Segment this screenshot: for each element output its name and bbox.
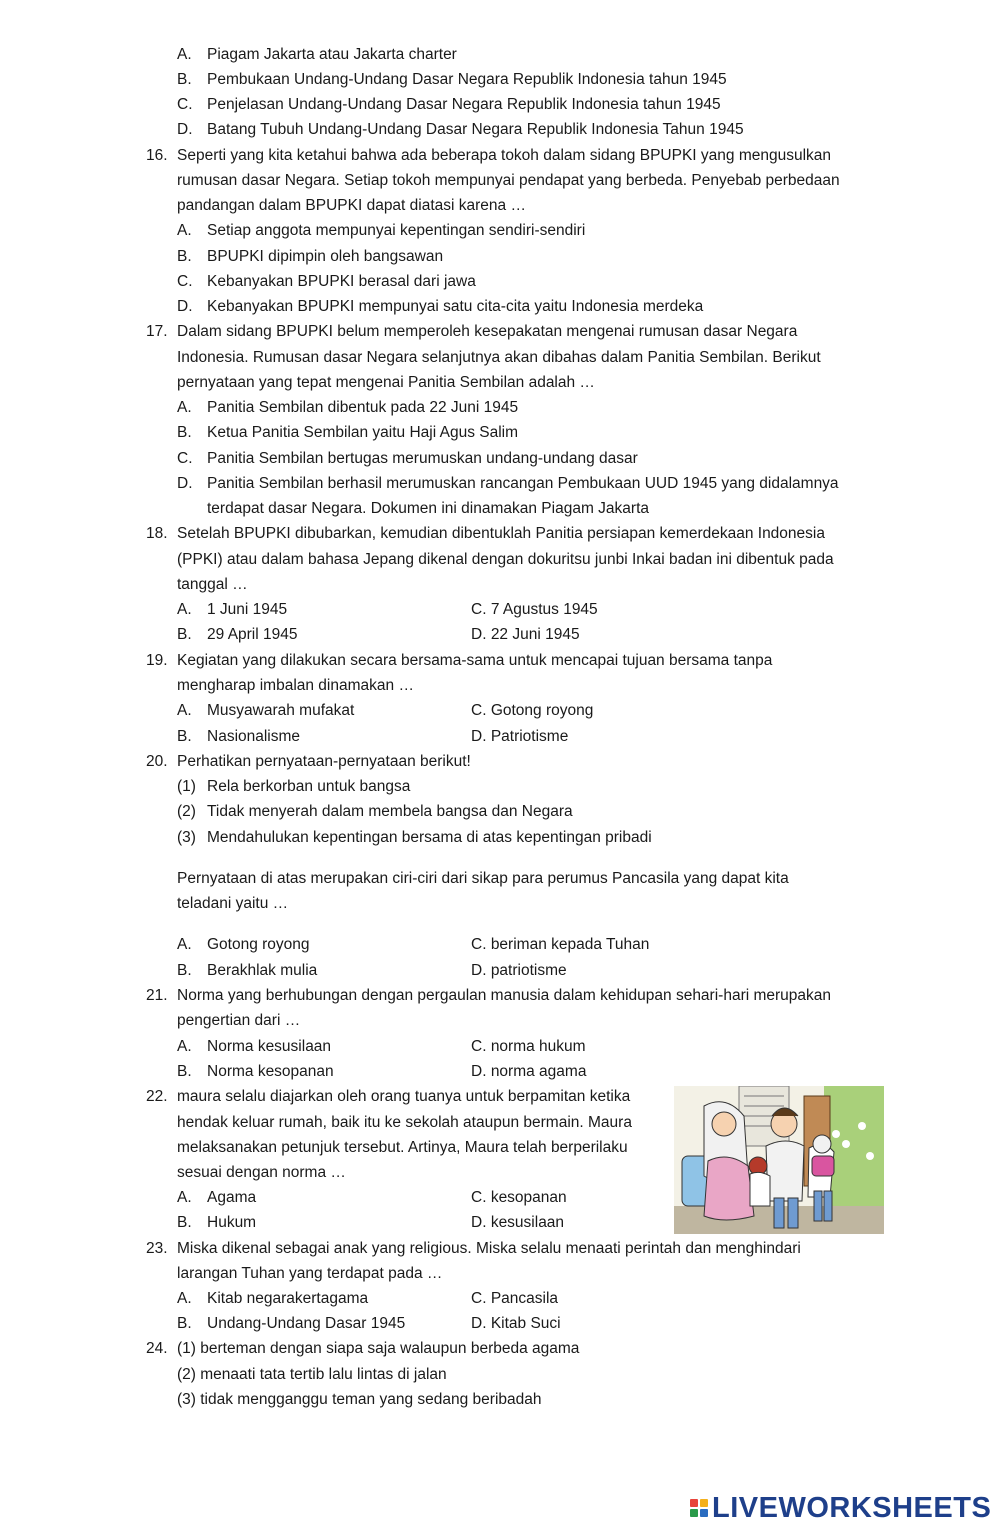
q19-option-b: B. Nasionalisme xyxy=(177,728,301,745)
q22-stem-line: sesuai dengan norma … xyxy=(177,1164,346,1181)
q19-number: 19. xyxy=(146,652,168,669)
q15-option-d: D. Batang Tubuh Undang-Undang Dasar Negara Republik Indonesia Tahun 1945 xyxy=(177,121,744,138)
q17-stem-line: pernyataan yang tepat mengenai Panitia Sembilan adalah … xyxy=(177,374,595,391)
q22-stem-line: maura selalu diajarkan oleh orang tuanya untuk berpamitan ketika xyxy=(177,1088,631,1105)
q24-statement: (3) tidak mengganggu teman yang sedang beribadah xyxy=(177,1391,542,1408)
q16-option-b: B. BPUPKI dipimpin oleh bangsawan xyxy=(177,248,444,265)
q24-statement: (1) berteman dengan siapa saja walaupun berbeda agama xyxy=(177,1340,580,1357)
q21-stem-line: Norma yang berhubungan dengan pergaulan manusia dalam kehidupan sehari-hari merupakan xyxy=(177,987,832,1004)
q22-number: 22. xyxy=(146,1088,168,1105)
q15-option-a: A. Piagam Jakarta atau Jakarta charter xyxy=(177,46,457,63)
liveworksheets-logo[interactable] xyxy=(690,1491,991,1525)
q20-statement: (2) Tidak menyerah dalam membela bangsa dan Negara xyxy=(177,803,573,820)
q19-option-c: C. Gotong royong xyxy=(471,702,594,719)
q16-stem-line: pandangan dalam BPUPKI dapat diatasi karena … xyxy=(177,197,526,214)
q19-stem-line: Kegiatan yang dilakukan secara bersama-sama untuk mencapai tujuan bersama tanpa xyxy=(177,652,773,669)
q23-stem-line: Miska dikenal sebagai anak yang religious. Miska selalu menaati perintah dan menghindari xyxy=(177,1240,801,1257)
q21-option-c: C. norma hukum xyxy=(471,1038,586,1055)
q23-option-c: C. Pancasila xyxy=(471,1290,559,1307)
family-farewell-illustration xyxy=(674,1086,884,1234)
q21-stem-line: pengertian dari … xyxy=(177,1012,301,1029)
q23-option-a: A. Kitab negarakertagama xyxy=(177,1290,369,1307)
q18-option-c: C. 7 Agustus 1945 xyxy=(471,601,598,618)
q22-option-c: C. kesopanan xyxy=(471,1189,567,1206)
q20-stem-line: Perhatikan pernyataan-pernyataan berikut! xyxy=(177,753,471,770)
q16-option-c: C. Kebanyakan BPUPKI berasal dari jawa xyxy=(177,273,476,290)
q20-option-b: B. Berakhlak mulia xyxy=(177,962,318,979)
q19-stem-line: mengharap imbalan dinamakan … xyxy=(177,677,414,694)
q16-number: 16. xyxy=(146,147,168,164)
q17-option-d-continuation: terdapat dasar Negara. Dokumen ini dinamakan Piagam Jakarta xyxy=(207,500,649,517)
q17-stem-line: Dalam sidang BPUPKI belum memperoleh kesepakatan mengenai rumusan dasar Negara xyxy=(177,323,798,340)
q15-option-b: B. Pembukaan Undang-Undang Dasar Negara Republik Indonesia tahun 1945 xyxy=(177,71,727,88)
q18-option-b: B. 29 April 1945 xyxy=(177,626,298,643)
q20-question-line: Pernyataan di atas merupakan ciri-ciri dari sikap para perumus Pancasila yang dapat kita xyxy=(177,870,789,887)
q23-option-d: D. Kitab Suci xyxy=(471,1315,561,1332)
q24-statement: (2) menaati tata tertib lalu lintas di jalan xyxy=(177,1366,447,1383)
q22-option-d: D. kesusilaan xyxy=(471,1214,565,1231)
q21-option-b: B. Norma kesopanan xyxy=(177,1063,334,1080)
q23-option-b: B. Undang-Undang Dasar 1945 xyxy=(177,1315,406,1332)
q22-stem-line: melaksanakan petunjuk tersebut. Artinya, Maura telah berperilaku xyxy=(177,1139,628,1156)
logo-blocks-icon xyxy=(690,1499,708,1517)
q20-statement: (1) Rela berkorban untuk bangsa xyxy=(177,778,411,795)
q21-option-d: D. norma agama xyxy=(471,1063,587,1080)
q22-stem-line: hendak keluar rumah, baik itu ke sekolah ataupun bermain. Maura xyxy=(177,1114,632,1131)
q18-stem-line: (PPKI) atau dalam bahasa Jepang dikenal dengan dokuritsu junbi Inkai badan ini dibentuk pada xyxy=(177,551,834,568)
q17-option-b: B. Ketua Panitia Sembilan yaitu Haji Agus Salim xyxy=(177,424,519,441)
q20-option-a: A. Gotong royong xyxy=(177,936,310,953)
q22-option-b: B. Hukum xyxy=(177,1214,257,1231)
q20-option-d: D. patriotisme xyxy=(471,962,567,979)
q18-option-a: A. 1 Juni 1945 xyxy=(177,601,288,618)
q17-number: 17. xyxy=(146,323,168,340)
q15-option-c: C. Penjelasan Undang-Undang Dasar Negara Republik Indonesia tahun 1945 xyxy=(177,96,721,113)
q17-option-c: C. Panitia Sembilan bertugas merumuskan undang-undang dasar xyxy=(177,450,638,467)
q20-question-line: teladani yaitu … xyxy=(177,895,289,912)
q17-option-a: A. Panitia Sembilan dibentuk pada 22 Juni 1945 xyxy=(177,399,519,416)
q23-stem-line: larangan Tuhan yang terdapat pada … xyxy=(177,1265,443,1282)
q20-option-c: C. beriman kepada Tuhan xyxy=(471,936,650,953)
q16-stem-line: rumusan dasar Negara. Setiap tokoh mempunyai pendapat yang berbeda. Penyebab perbedaan xyxy=(177,172,840,189)
q17-option-d: D. Panitia Sembilan berhasil merumuskan rancangan Pembukaan UUD 1945 yang didalamnya xyxy=(177,475,839,492)
q18-number: 18. xyxy=(146,525,168,542)
q22-option-a: A. Agama xyxy=(177,1189,257,1206)
q16-option-a: A. Setiap anggota mempunyai kepentingan sendiri-sendiri xyxy=(177,222,586,239)
q21-number: 21. xyxy=(146,987,168,1004)
q19-option-d: D. Patriotisme xyxy=(471,728,569,745)
q20-statement: (3) Mendahulukan kepentingan bersama di atas kepentingan pribadi xyxy=(177,829,652,846)
q18-stem-line: tanggal … xyxy=(177,576,248,593)
q19-option-a: A. Musyawarah mufakat xyxy=(177,702,355,719)
q16-stem-line: Seperti yang kita ketahui bahwa ada beberapa tokoh dalam sidang BPUPKI yang mengusulkan xyxy=(177,147,832,164)
q16-option-d: D. Kebanyakan BPUPKI mempunyai satu cita-cita yaitu Indonesia merdeka xyxy=(177,298,704,315)
logo-text: LIVEWORKSHEETS xyxy=(712,1491,992,1524)
q18-option-d: D. 22 Juni 1945 xyxy=(471,626,580,643)
q23-number: 23. xyxy=(146,1240,168,1257)
q24-number: 24. xyxy=(146,1340,168,1357)
q18-stem-line: Setelah BPUPKI dibubarkan, kemudian dibentuklah Panitia persiapan kemerdekaan Indonesia xyxy=(177,525,825,542)
q20-number: 20. xyxy=(146,753,168,770)
q17-stem-line: Indonesia. Rumusan dasar Negara selanjutnya akan dibahas dalam Panitia Sembilan. Berikut xyxy=(177,349,821,366)
q21-option-a: A. Norma kesusilaan xyxy=(177,1038,332,1055)
